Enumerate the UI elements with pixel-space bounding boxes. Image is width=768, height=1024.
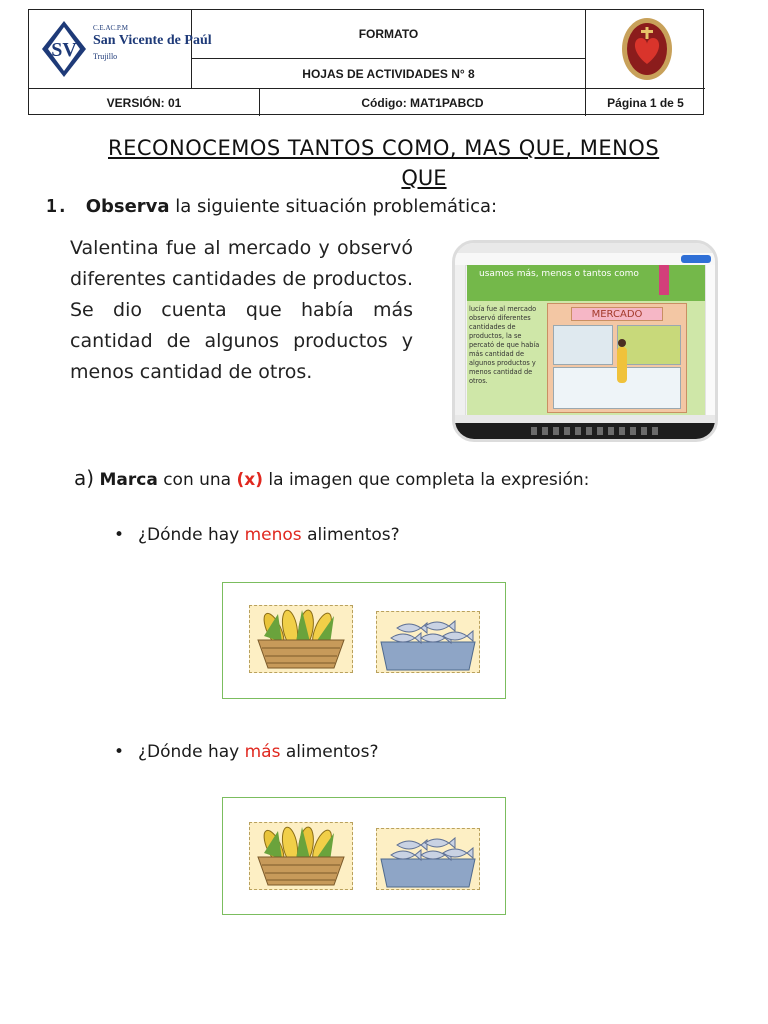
version-label: VERSIÓN: 01 (106, 95, 182, 110)
page-title-line2: QUE (401, 166, 447, 190)
corn-basket-icon (250, 823, 352, 889)
header-table (28, 9, 704, 115)
page-title-line1: RECONOCEMOS TANTOS COMO, MAS QUE, MENOS (108, 136, 660, 160)
market-screenshot (452, 240, 718, 442)
story-paragraph: Valentina fue al mercado y observó diferentes cantidades de productos. Se dio cuenta que había más cantidad de algunos productos y menos cantidad de otros. (70, 237, 413, 383)
keyword-menos: menos (244, 525, 302, 545)
fish-tray-icon (377, 612, 479, 672)
question-mas: • ¿Dónde hay más alimentos? (114, 742, 379, 762)
food-choice-box-2 (222, 797, 506, 915)
item1-number: 1. (46, 196, 68, 217)
part-a-letter: a) (74, 466, 95, 490)
screenshot-market-sign: MERCADO (571, 307, 663, 321)
school-logo-icon (41, 20, 87, 78)
part-a-mid: con una (157, 470, 237, 490)
part-a-mark: (x) (236, 470, 264, 490)
bullet: • (114, 525, 125, 545)
item1-instruction (46, 196, 497, 217)
food-choice-box-1 (222, 582, 506, 699)
school-logo (39, 18, 212, 82)
part-a-verb: Marca (99, 470, 158, 490)
heart-seal-icon (621, 16, 673, 82)
corn-basket-option[interactable] (249, 605, 353, 673)
fish-tray-icon (377, 829, 479, 889)
part-a-instruction (74, 466, 589, 490)
screenshot-banner: usamos más, menos o tantos como (479, 269, 639, 279)
corn-basket-icon (250, 606, 352, 672)
item1-rest: la siguiente situación problemática: (169, 196, 498, 217)
screenshot-side-text: lucía fue al mercado observó diferentes cantidades de productos, la se percató de que había más cantidad de algunos productos y menos cantidad de otros. (469, 305, 540, 385)
format-label: FORMATO (358, 27, 419, 41)
code-label: Código: MAT1PABCD (361, 95, 484, 110)
corn-basket-option[interactable] (249, 822, 353, 890)
fish-tray-option[interactable] (376, 611, 480, 673)
fish-tray-option[interactable] (376, 828, 480, 890)
question-menos: • ¿Dónde hay menos alimentos? (114, 525, 400, 545)
school-name: San Vicente de Paúl (93, 33, 212, 48)
bullet: • (114, 742, 125, 762)
school-city: Trujillo (93, 52, 118, 61)
svg-text:SV: SV (51, 39, 77, 61)
school-acronym: C.E.AC.P.M (93, 24, 129, 32)
item1-verb: Observa (85, 196, 170, 217)
part-a-rest: la imagen que completa la expresión: (263, 470, 590, 490)
activity-label: HOJAS DE ACTIVIDADES N° 8 (302, 66, 475, 81)
keyword-mas: más (244, 742, 281, 762)
page-label: Página 1 de 5 (607, 95, 684, 110)
